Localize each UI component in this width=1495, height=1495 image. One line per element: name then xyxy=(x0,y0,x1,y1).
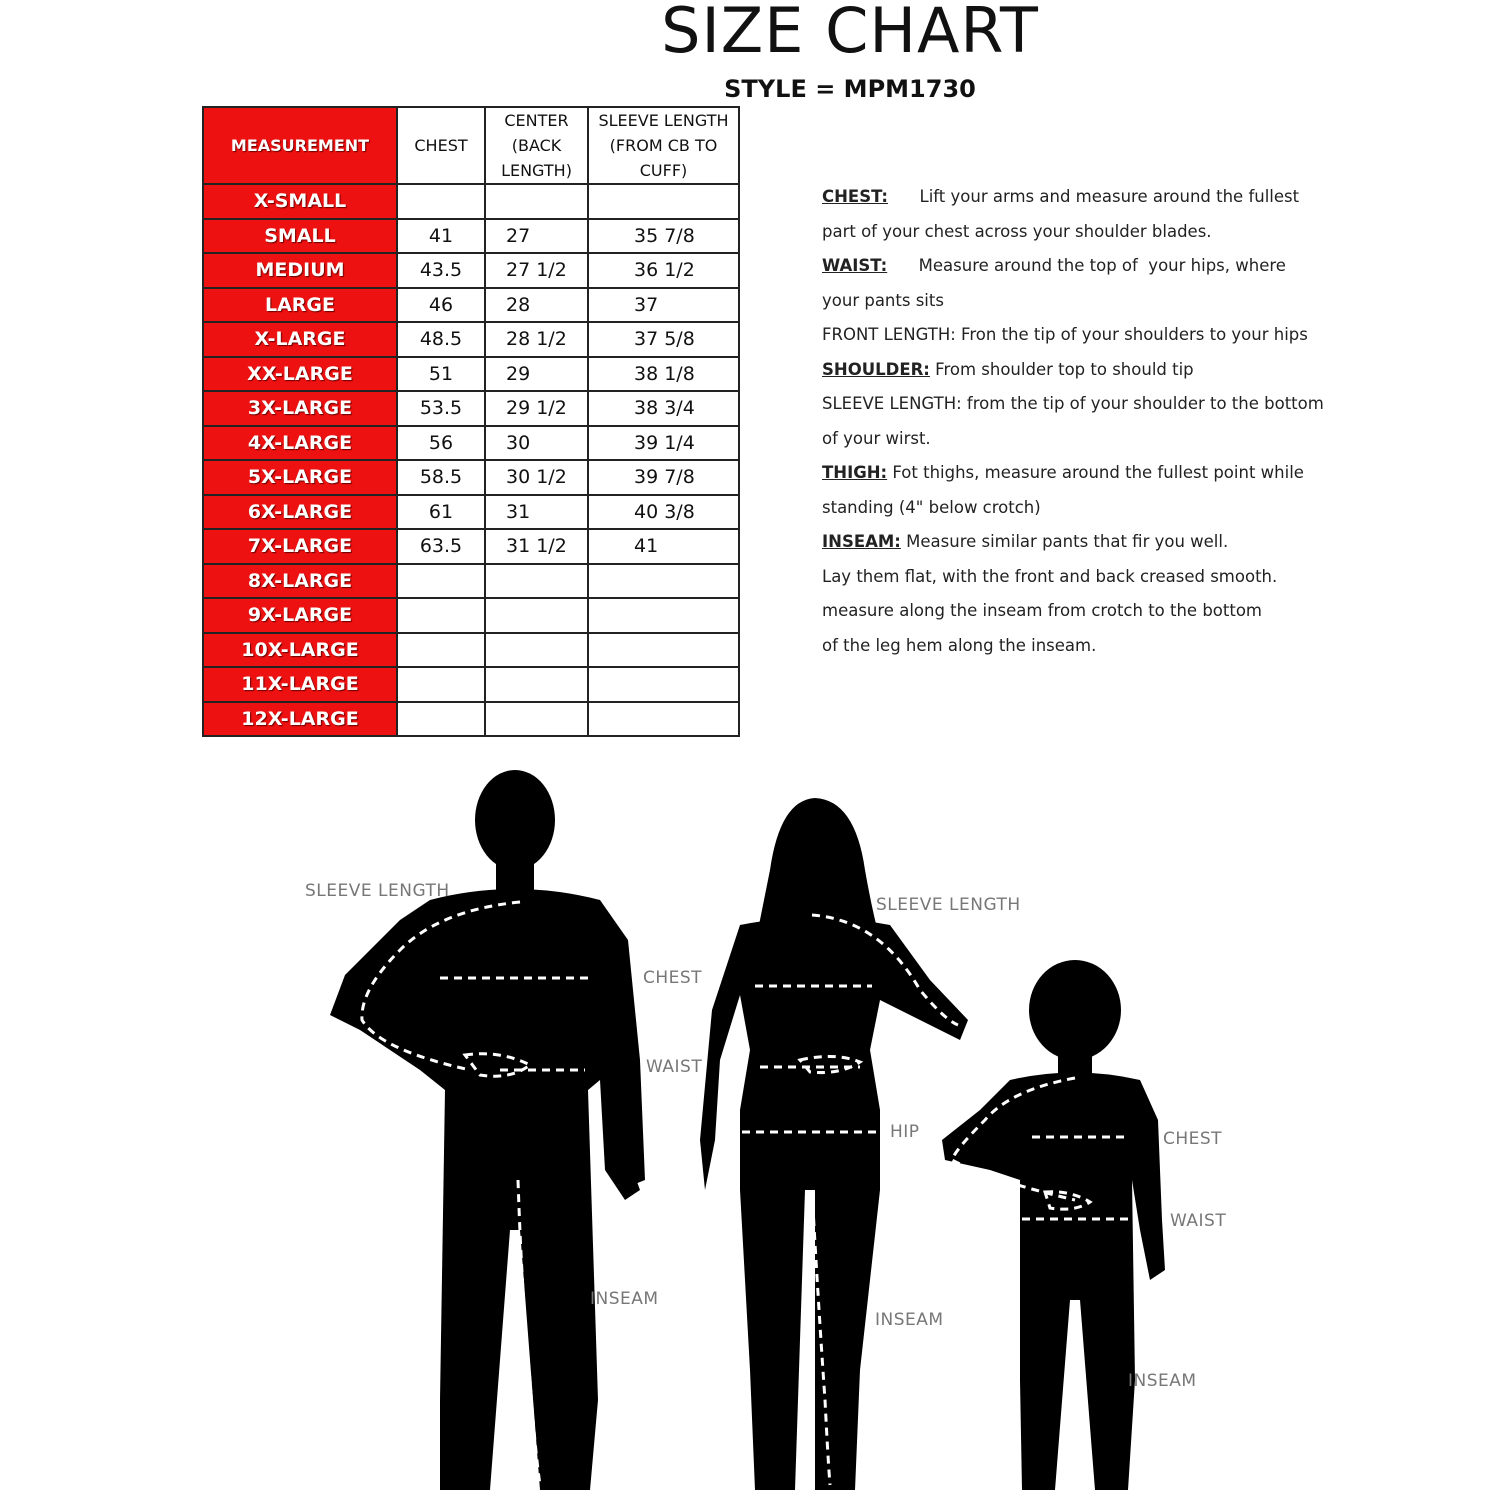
table-row xyxy=(203,288,739,323)
size-label: XX-LARGE xyxy=(203,357,397,392)
table-row xyxy=(203,426,739,461)
size-label: 7X-LARGE xyxy=(203,529,397,564)
back-length-cell: 29 xyxy=(485,357,588,392)
sleeve-length-cell: 37 xyxy=(588,288,739,323)
table-row xyxy=(203,529,739,564)
note-key: CHEST: xyxy=(822,187,889,206)
chest-cell: 43.5 xyxy=(397,253,485,288)
size-label: 8X-LARGE xyxy=(203,564,397,599)
table-header-row xyxy=(203,107,739,184)
note-text: of your wirst. xyxy=(822,428,931,448)
table-row xyxy=(203,598,739,633)
child-silhouette xyxy=(942,960,1165,1490)
header-sleeve-line-1: SLEEVE LENGTH xyxy=(598,111,729,130)
size-label: 12X-LARGE xyxy=(203,702,397,737)
table-row xyxy=(203,253,739,288)
woman-sleeve-label: SLEEVE LENGTH xyxy=(876,895,1021,915)
note-text: standing (4" below crotch) xyxy=(822,497,1041,517)
note-line xyxy=(822,422,1482,457)
back-length-cell: 31 1/2 xyxy=(485,529,588,564)
size-label: 3X-LARGE xyxy=(203,391,397,426)
back-length-cell: 28 xyxy=(485,288,588,323)
back-length-cell xyxy=(485,633,588,668)
back-length-cell xyxy=(485,564,588,599)
back-length-cell: 28 1/2 xyxy=(485,322,588,357)
sleeve-length-cell: 39 1/4 xyxy=(588,426,739,461)
note-text: Measure similar pants that fir you well. xyxy=(900,532,1229,551)
size-label: X-SMALL xyxy=(203,184,397,219)
back-length-cell: 27 1/2 xyxy=(485,253,588,288)
sleeve-length-cell xyxy=(588,184,739,219)
note-line xyxy=(822,249,1482,284)
man-waist-label: WAIST xyxy=(646,1057,703,1077)
measurement-notes xyxy=(822,180,1482,663)
back-length-cell: 30 1/2 xyxy=(485,460,588,495)
header-center-line-3: LENGTH) xyxy=(501,161,572,180)
note-text: Lay them flat, with the front and back creased smooth. xyxy=(822,566,1278,586)
table-row xyxy=(203,357,739,392)
man-sleeve-label: SLEEVE LENGTH xyxy=(305,881,450,901)
sleeve-length-cell xyxy=(588,667,739,702)
child-waist-label: WAIST xyxy=(1170,1211,1227,1231)
sleeve-length-cell xyxy=(588,598,739,633)
note-text: Fot thighs, measure around the fullest point while xyxy=(887,463,1304,482)
back-length-cell: 30 xyxy=(485,426,588,461)
note-line xyxy=(822,387,1482,422)
sleeve-length-cell xyxy=(588,564,739,599)
chest-cell: 46 xyxy=(397,288,485,323)
size-label: 10X-LARGE xyxy=(203,633,397,668)
note-line xyxy=(822,318,1482,353)
note-text: measure along the inseam from crotch to the bottom xyxy=(822,601,1262,620)
table-row xyxy=(203,667,739,702)
chest-cell: 48.5 xyxy=(397,322,485,357)
chest-cell xyxy=(397,633,485,668)
header-center-line-2: (BACK xyxy=(511,136,562,155)
sleeve-length-cell: 38 1/8 xyxy=(588,357,739,392)
woman-inseam-label: INSEAM xyxy=(875,1310,944,1330)
table-row xyxy=(203,184,739,219)
size-label: 6X-LARGE xyxy=(203,495,397,530)
header-center-back-length xyxy=(485,107,588,184)
sleeve-length-cell: 36 1/2 xyxy=(588,253,739,288)
chest-cell: 56 xyxy=(397,426,485,461)
chest-cell: 41 xyxy=(397,219,485,254)
note-line xyxy=(822,629,1482,664)
chest-cell xyxy=(397,598,485,633)
child-chest-label: CHEST xyxy=(1163,1129,1223,1149)
note-line xyxy=(822,215,1482,250)
note-text: SLEEVE LENGTH: from the tip of your shoulder to the bottom xyxy=(822,394,1324,413)
note-line xyxy=(822,180,1482,215)
note-line xyxy=(822,525,1482,560)
chest-cell: 53.5 xyxy=(397,391,485,426)
sleeve-length-cell: 40 3/8 xyxy=(588,495,739,530)
table-row xyxy=(203,322,739,357)
man-silhouette xyxy=(330,770,645,1490)
table-row xyxy=(203,633,739,668)
table-row xyxy=(203,702,739,737)
size-label: 11X-LARGE xyxy=(203,667,397,702)
back-length-cell: 27 xyxy=(485,219,588,254)
size-label: 9X-LARGE xyxy=(203,598,397,633)
back-length-cell: 31 xyxy=(485,495,588,530)
size-label: 5X-LARGE xyxy=(203,460,397,495)
note-text: FRONT LENGTH: Fron the tip of your shoulders to your hips xyxy=(822,325,1308,344)
note-text: Measure around the top of your hips, where xyxy=(887,256,1286,275)
sleeve-length-cell: 39 7/8 xyxy=(588,460,739,495)
chest-cell xyxy=(397,702,485,737)
man-chest-label: CHEST xyxy=(643,968,703,988)
size-table xyxy=(202,106,740,737)
chest-cell xyxy=(397,667,485,702)
header-sleeve-line-3: CUFF) xyxy=(639,161,688,180)
style-number: STYLE = MPM1730 xyxy=(724,75,976,103)
table-row xyxy=(203,564,739,599)
body-measurement-figures xyxy=(0,760,1495,1495)
size-label: MEDIUM xyxy=(203,253,397,288)
sleeve-length-cell: 37 5/8 xyxy=(588,322,739,357)
table-row xyxy=(203,460,739,495)
back-length-cell xyxy=(485,598,588,633)
chest-cell: 61 xyxy=(397,495,485,530)
note-line xyxy=(822,491,1482,526)
note-key: THIGH: xyxy=(822,463,888,482)
note-line xyxy=(822,594,1482,629)
note-key: SHOULDER: xyxy=(822,359,930,379)
man-inseam-label: INSEAM xyxy=(590,1289,659,1309)
note-line xyxy=(822,353,1482,388)
header-sleeve-length xyxy=(588,107,739,184)
child-inseam-label: INSEAM xyxy=(1128,1371,1197,1391)
chest-cell: 51 xyxy=(397,357,485,392)
back-length-cell xyxy=(485,702,588,737)
note-text: From shoulder top to should tip xyxy=(929,359,1194,379)
table-row xyxy=(203,391,739,426)
note-line xyxy=(822,456,1482,491)
back-length-cell xyxy=(485,667,588,702)
size-label: 4X-LARGE xyxy=(203,426,397,461)
note-key: WAIST: xyxy=(822,256,888,275)
woman-hip-label: HIP xyxy=(890,1122,920,1142)
sleeve-length-cell: 35 7/8 xyxy=(588,219,739,254)
header-measurement: MEASUREMENT xyxy=(203,107,397,184)
chest-cell xyxy=(397,184,485,219)
table-row xyxy=(203,495,739,530)
sleeve-length-cell xyxy=(588,702,739,737)
size-label: LARGE xyxy=(203,288,397,323)
table-row xyxy=(203,219,739,254)
chest-cell: 63.5 xyxy=(397,529,485,564)
header-chest: CHEST xyxy=(397,107,485,184)
note-text: of the leg hem along the inseam. xyxy=(822,635,1097,655)
note-line xyxy=(822,284,1482,319)
size-label: X-LARGE xyxy=(203,322,397,357)
sleeve-length-cell xyxy=(588,633,739,668)
note-text: Lift your arms and measure around the fullest xyxy=(888,187,1300,206)
header-center-line-1: CENTER xyxy=(504,111,569,130)
note-text: part of your chest across your shoulder blades. xyxy=(822,221,1212,241)
back-length-cell: 29 1/2 xyxy=(485,391,588,426)
sleeve-length-cell: 41 xyxy=(588,529,739,564)
back-length-cell xyxy=(485,184,588,219)
size-label: SMALL xyxy=(203,219,397,254)
note-line xyxy=(822,560,1482,595)
chest-cell: 58.5 xyxy=(397,460,485,495)
page-title: SIZE CHART xyxy=(661,0,1039,67)
note-text: your pants sits xyxy=(822,290,944,310)
sleeve-length-cell: 38 3/4 xyxy=(588,391,739,426)
note-key: INSEAM: xyxy=(822,532,901,551)
chest-cell xyxy=(397,564,485,599)
header-sleeve-line-2: (FROM CB TO xyxy=(609,136,718,155)
